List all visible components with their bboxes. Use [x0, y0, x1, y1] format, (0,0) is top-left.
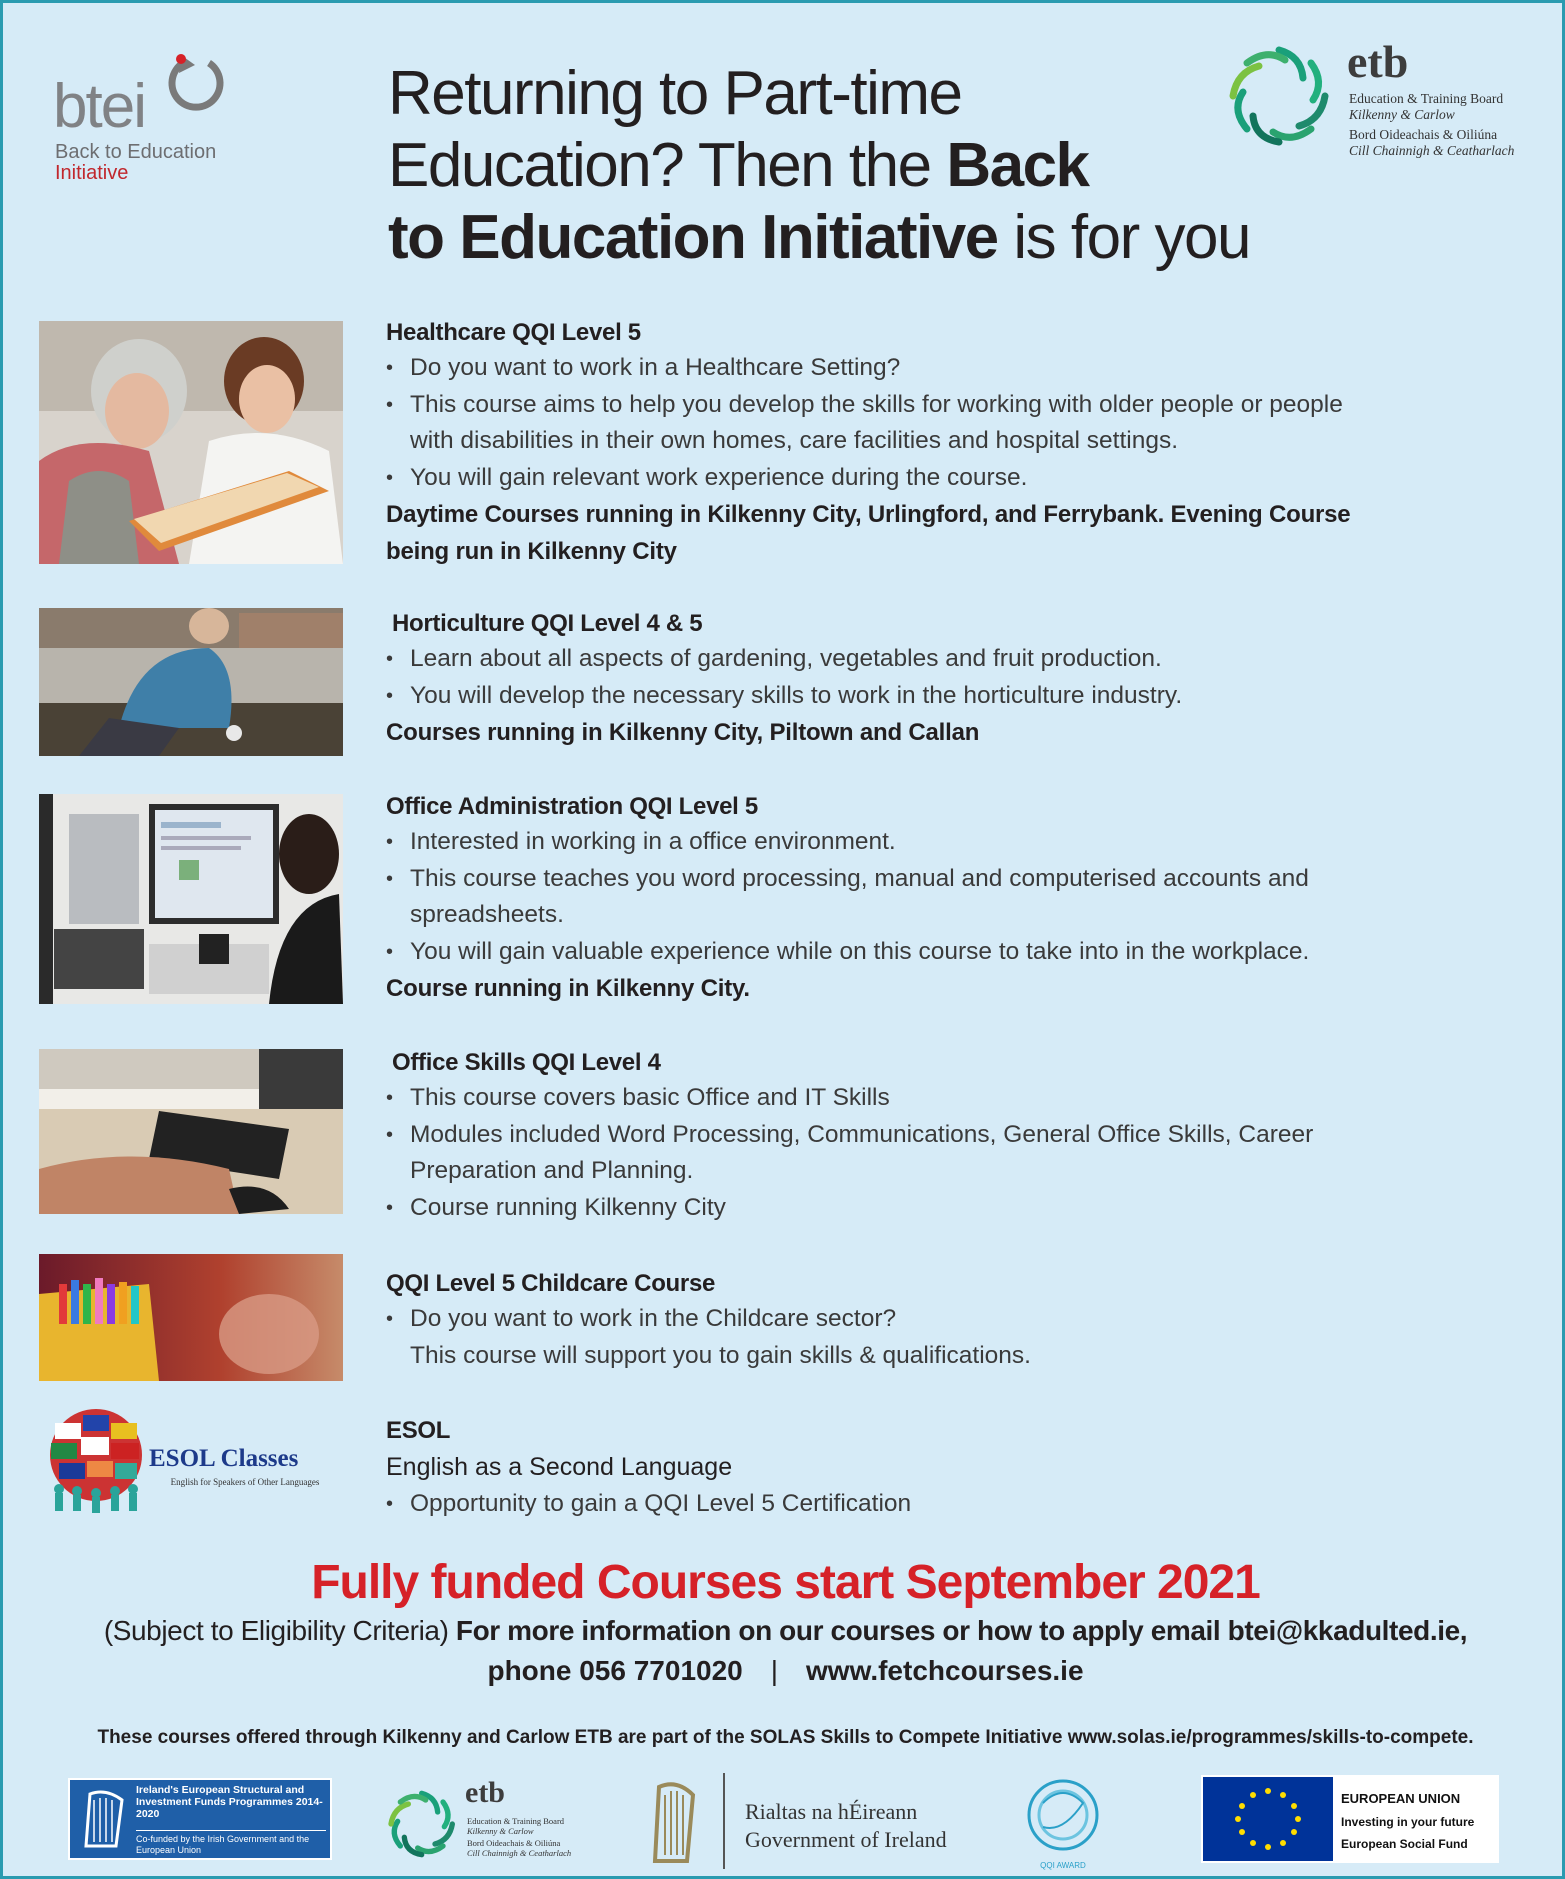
bullet-item: • This course teaches you word processing, manual and computerised accounts and [386, 861, 1406, 898]
eu-flag-icon [1203, 1777, 1333, 1861]
horticulture-photo [39, 608, 343, 756]
etb-line-1: Education & Training Board [467, 1816, 565, 1826]
bullet-item: • Learn about all aspects of gardening, vegetables and fruit production. [386, 641, 1406, 678]
bullet-item: • You will gain relevant work experience during the course. [386, 460, 1406, 497]
course-bullets [386, 824, 1406, 970]
phone-number: phone 056 7701020 [487, 1655, 743, 1686]
etb-wordmark: etb [1347, 36, 1409, 87]
etb-wordmark: etb [465, 1776, 505, 1809]
headline-line-3 [388, 202, 1368, 274]
esf-line-1: EUROPEAN UNION [1341, 1791, 1461, 1806]
bullet-item: • This course aims to help you develop the skills for working with older people or people [386, 387, 1406, 424]
contact-info-line [3, 1615, 1565, 1647]
course-subtitle: English as a Second Language [386, 1453, 733, 1481]
website-link[interactable]: www.fetchcourses.ie [806, 1655, 1084, 1686]
course-locations-2: being run in Kilkenny City [386, 538, 677, 565]
etb-line-1: Education & Training Board [1349, 91, 1504, 106]
course-esol [386, 1413, 1406, 1523]
government-of-ireland-logo [643, 1773, 983, 1873]
gov-name-irish: Rialtas na hÉireann [745, 1799, 918, 1824]
course-bullets [386, 1080, 1406, 1226]
esol-logo-subtitle: English for Speakers of Other Languages [170, 1477, 320, 1487]
esf-line-2: Investing in your future [1341, 1815, 1475, 1829]
office-skills-photo [39, 1049, 343, 1214]
globe-flags-icon [41, 1405, 151, 1515]
headline-line-3-text: is for you [997, 203, 1250, 272]
healthcare-photo [39, 321, 343, 564]
etb-line-2: Kilkenny & Carlow [467, 1826, 534, 1836]
gov-name-english: Government of Ireland [745, 1827, 947, 1852]
course-bullets [386, 1486, 1406, 1523]
headline-line-1: Returning to Part-time [388, 59, 962, 128]
bullet-item: • This course covers basic Office and IT Skills [386, 1080, 1406, 1117]
bullet-item-continued: with disabilities in their own homes, care facilities and hospital settings. [410, 427, 1179, 454]
qqi-swirl-icon [1023, 1773, 1103, 1859]
btei-tagline-1: Back to Education [55, 141, 217, 163]
etb-swirl-icon [383, 1784, 463, 1864]
bullet-item: • Modules included Word Processing, Communications, General Office Skills, Career [386, 1117, 1406, 1154]
bullet-item-continued: spreadsheets. [410, 901, 564, 928]
esf-line-3: European Social Fund [1341, 1837, 1468, 1851]
eligibility-note: (Subject to Eligibility Criteria) [103, 1615, 456, 1646]
page-headline [388, 58, 1368, 274]
course-title: Office Administration QQI Level 5 [386, 793, 758, 820]
etb-line-4: Cill Chainnigh & Ceatharlach [1349, 143, 1515, 158]
qqi-award-logo [1023, 1773, 1103, 1873]
course-bullets [386, 1301, 1406, 1374]
bullet-item: • Course running Kilkenny City [386, 1190, 1406, 1227]
eu-funds-line-1: Ireland's European Structural and Investment Funds Programmes 2014-2020 [136, 1784, 323, 1820]
course-childcare [386, 1267, 1406, 1374]
course-locations: Course running in Kilkenny City. [386, 975, 750, 1002]
course-locations-1: Daytime Courses running in Kilkenny City, Urlingford, and Ferrybank. Evening Course [386, 501, 1351, 528]
etb-line-2: Kilkenny & Carlow [1349, 107, 1455, 122]
bullet-item: • Do you want to work in a Healthcare Setting? [386, 350, 1406, 387]
bullet-item-continued: This course will support you to gain skills & qualifications. [410, 1341, 1031, 1369]
esol-classes-logo [41, 1405, 341, 1515]
contact-phone-line [3, 1655, 1565, 1687]
course-title: Healthcare QQI Level 5 [386, 319, 641, 346]
bullet-item: • Opportunity to gain a QQI Level 5 Certification [386, 1486, 1406, 1523]
course-horticulture [386, 607, 1406, 751]
btei-tagline-2: Initiative [55, 162, 129, 184]
btei-refresh-icon [161, 51, 231, 121]
eu-funds-line-2: Co-funded by the Irish Government and the European Union [136, 1830, 326, 1856]
btei-logo [53, 43, 243, 193]
etb-line-3: Bord Oideachais & Oiliúna [1349, 127, 1498, 142]
harp-icon [76, 1786, 134, 1852]
headline-line-2-bold: Back [946, 131, 1089, 200]
solas-note: These courses offered through Kilkenny and Carlow ETB are part of the SOLAS Skills to Compete Initiative www.solas.ie/programmes/skills-to-compete. [97, 1727, 1474, 1748]
bullet-item: • Interested in working in a office environment. [386, 824, 1406, 861]
funded-courses-headline: Fully funded Courses start September 2021 [311, 1556, 1260, 1609]
divider [723, 1773, 725, 1869]
childcare-photo [39, 1254, 343, 1381]
eu-structural-funds-logo [68, 1778, 332, 1860]
course-title: Horticulture QQI Level 4 & 5 [392, 610, 703, 637]
course-healthcare [386, 316, 1406, 570]
etb-footer-logo [383, 1778, 593, 1868]
qqi-award-label: QQI AWARD [1040, 1861, 1086, 1870]
course-title: Office Skills QQI Level 4 [392, 1049, 661, 1076]
european-social-fund-logo [1201, 1775, 1499, 1863]
headline-line-2 [388, 130, 1368, 202]
course-locations: Courses running in Kilkenny City, Piltown and Callan [386, 719, 980, 746]
bullet-item: • You will gain valuable experience while on this course to take into in the workplace. [386, 934, 1406, 971]
office-admin-photo [39, 794, 343, 1004]
separator: | [770, 1655, 779, 1686]
bullet-item: • Do you want to work in the Childcare sector? [386, 1301, 1406, 1338]
course-bullets [386, 350, 1406, 496]
bullet-item: • You will develop the necessary skills to work in the horticulture industry. [386, 678, 1406, 715]
contact-email-text: For more information on our courses or how to apply email btei@kkadulted.ie, [455, 1615, 1468, 1646]
course-title: QQI Level 5 Childcare Course [386, 1270, 716, 1297]
bullet-item-continued: Preparation and Planning. [410, 1157, 694, 1184]
course-bullets [386, 641, 1406, 714]
course-title: ESOL [386, 1417, 451, 1444]
course-office-administration [386, 790, 1406, 1007]
btei-wordmark: btei [53, 72, 145, 141]
headline-line-3-bold: to Education Initiative [388, 203, 998, 272]
course-office-skills [386, 1046, 1406, 1226]
esol-logo-title: ESOL Classes [149, 1445, 299, 1472]
etb-line-4: Cill Chainnigh & Ceatharlach [467, 1848, 572, 1858]
headline-line-2-text: Education? Then the [388, 131, 947, 200]
harp-icon [643, 1777, 703, 1867]
etb-line-3: Bord Oideachais & Oiliúna [467, 1838, 561, 1848]
